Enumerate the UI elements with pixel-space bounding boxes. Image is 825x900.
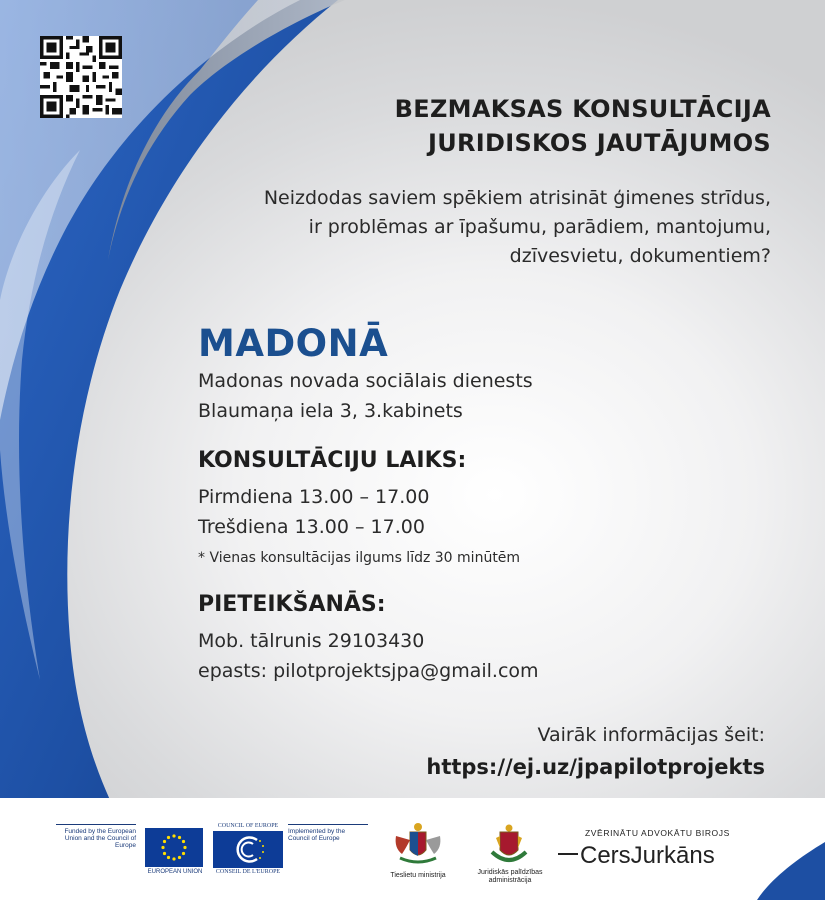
qr-code-icon [40, 36, 122, 118]
corner-swoosh-graphic [735, 820, 825, 900]
coe-caption-bottom: CONSEIL DE L'EUROPE [215, 869, 281, 875]
apply-phone: Mob. tālrunis 29103430 [198, 630, 425, 652]
schedule-day-1: Pirmdiena 13.00 – 17.00 [198, 486, 430, 508]
implemented-text: Implemented by the Council of Europe [288, 824, 368, 842]
more-info-label: Vairāk informācijas šeit: [537, 724, 765, 746]
intro-text [264, 184, 771, 271]
coe-caption-top: COUNCIL OF EUROPE [217, 823, 279, 829]
intro-line-1: Neizdodas saviem spēkiem atrisināt ģimenes strīdus, [263, 187, 771, 209]
apply-email[interactable]: epasts: pilotprojektsjpa@gmail.com [198, 660, 539, 682]
footer-logos [0, 798, 825, 900]
latvia-coat-of-arms-icon [390, 820, 446, 868]
council-of-europe-icon [213, 831, 283, 868]
more-info [426, 720, 765, 784]
city-title: MADONĀ [198, 322, 389, 365]
main-info [198, 322, 539, 686]
intro-line-3: dzīvesvietu, dokumentiem? [509, 245, 771, 267]
latvia-small-coat-of-arms-icon [488, 822, 530, 868]
eu-funded-text: Funded by the European Union and the Council of Europe [56, 824, 136, 849]
law-office-name: CersJurkāns [580, 842, 715, 869]
eu-flag-icon [145, 828, 203, 867]
headline-line-2: JURIDISKOS JAUTĀJUMOS [427, 129, 771, 157]
schedule-day-2: Trešdiena 13.00 – 17.00 [198, 516, 425, 538]
eu-caption: EUROPEAN UNION [147, 869, 203, 875]
intro-line-2: ir problēmas ar īpašumu, parādiem, mantojumu, [308, 216, 771, 238]
apply-heading: PIETEIKŠANĀS: [198, 592, 386, 617]
more-info-link[interactable]: https://ej.uz/jpapilotprojekts [426, 755, 765, 779]
location-address: Blaumaņa iela 3, 3.kabinets [198, 400, 463, 422]
schedule-heading: KONSULTĀCIJU LAIKS: [198, 448, 467, 473]
headline-line-1: BEZMAKSAS KONSULTĀCIJA [394, 95, 771, 123]
location-place: Madonas novada sociālais dienests [198, 370, 533, 392]
ministry-caption: Tieslietu ministrija [390, 872, 446, 879]
legal-aid-caption: Juridiskās palīdzības administrācija [477, 869, 543, 884]
law-office-dash [558, 853, 578, 855]
headline [395, 92, 771, 160]
schedule-note: * Vienas konsultācijas ilgums līdz 30 minūtēm [198, 550, 521, 566]
law-office-title: ZVĒRINĀTU ADVOKĀTU BIROJS [585, 828, 730, 838]
